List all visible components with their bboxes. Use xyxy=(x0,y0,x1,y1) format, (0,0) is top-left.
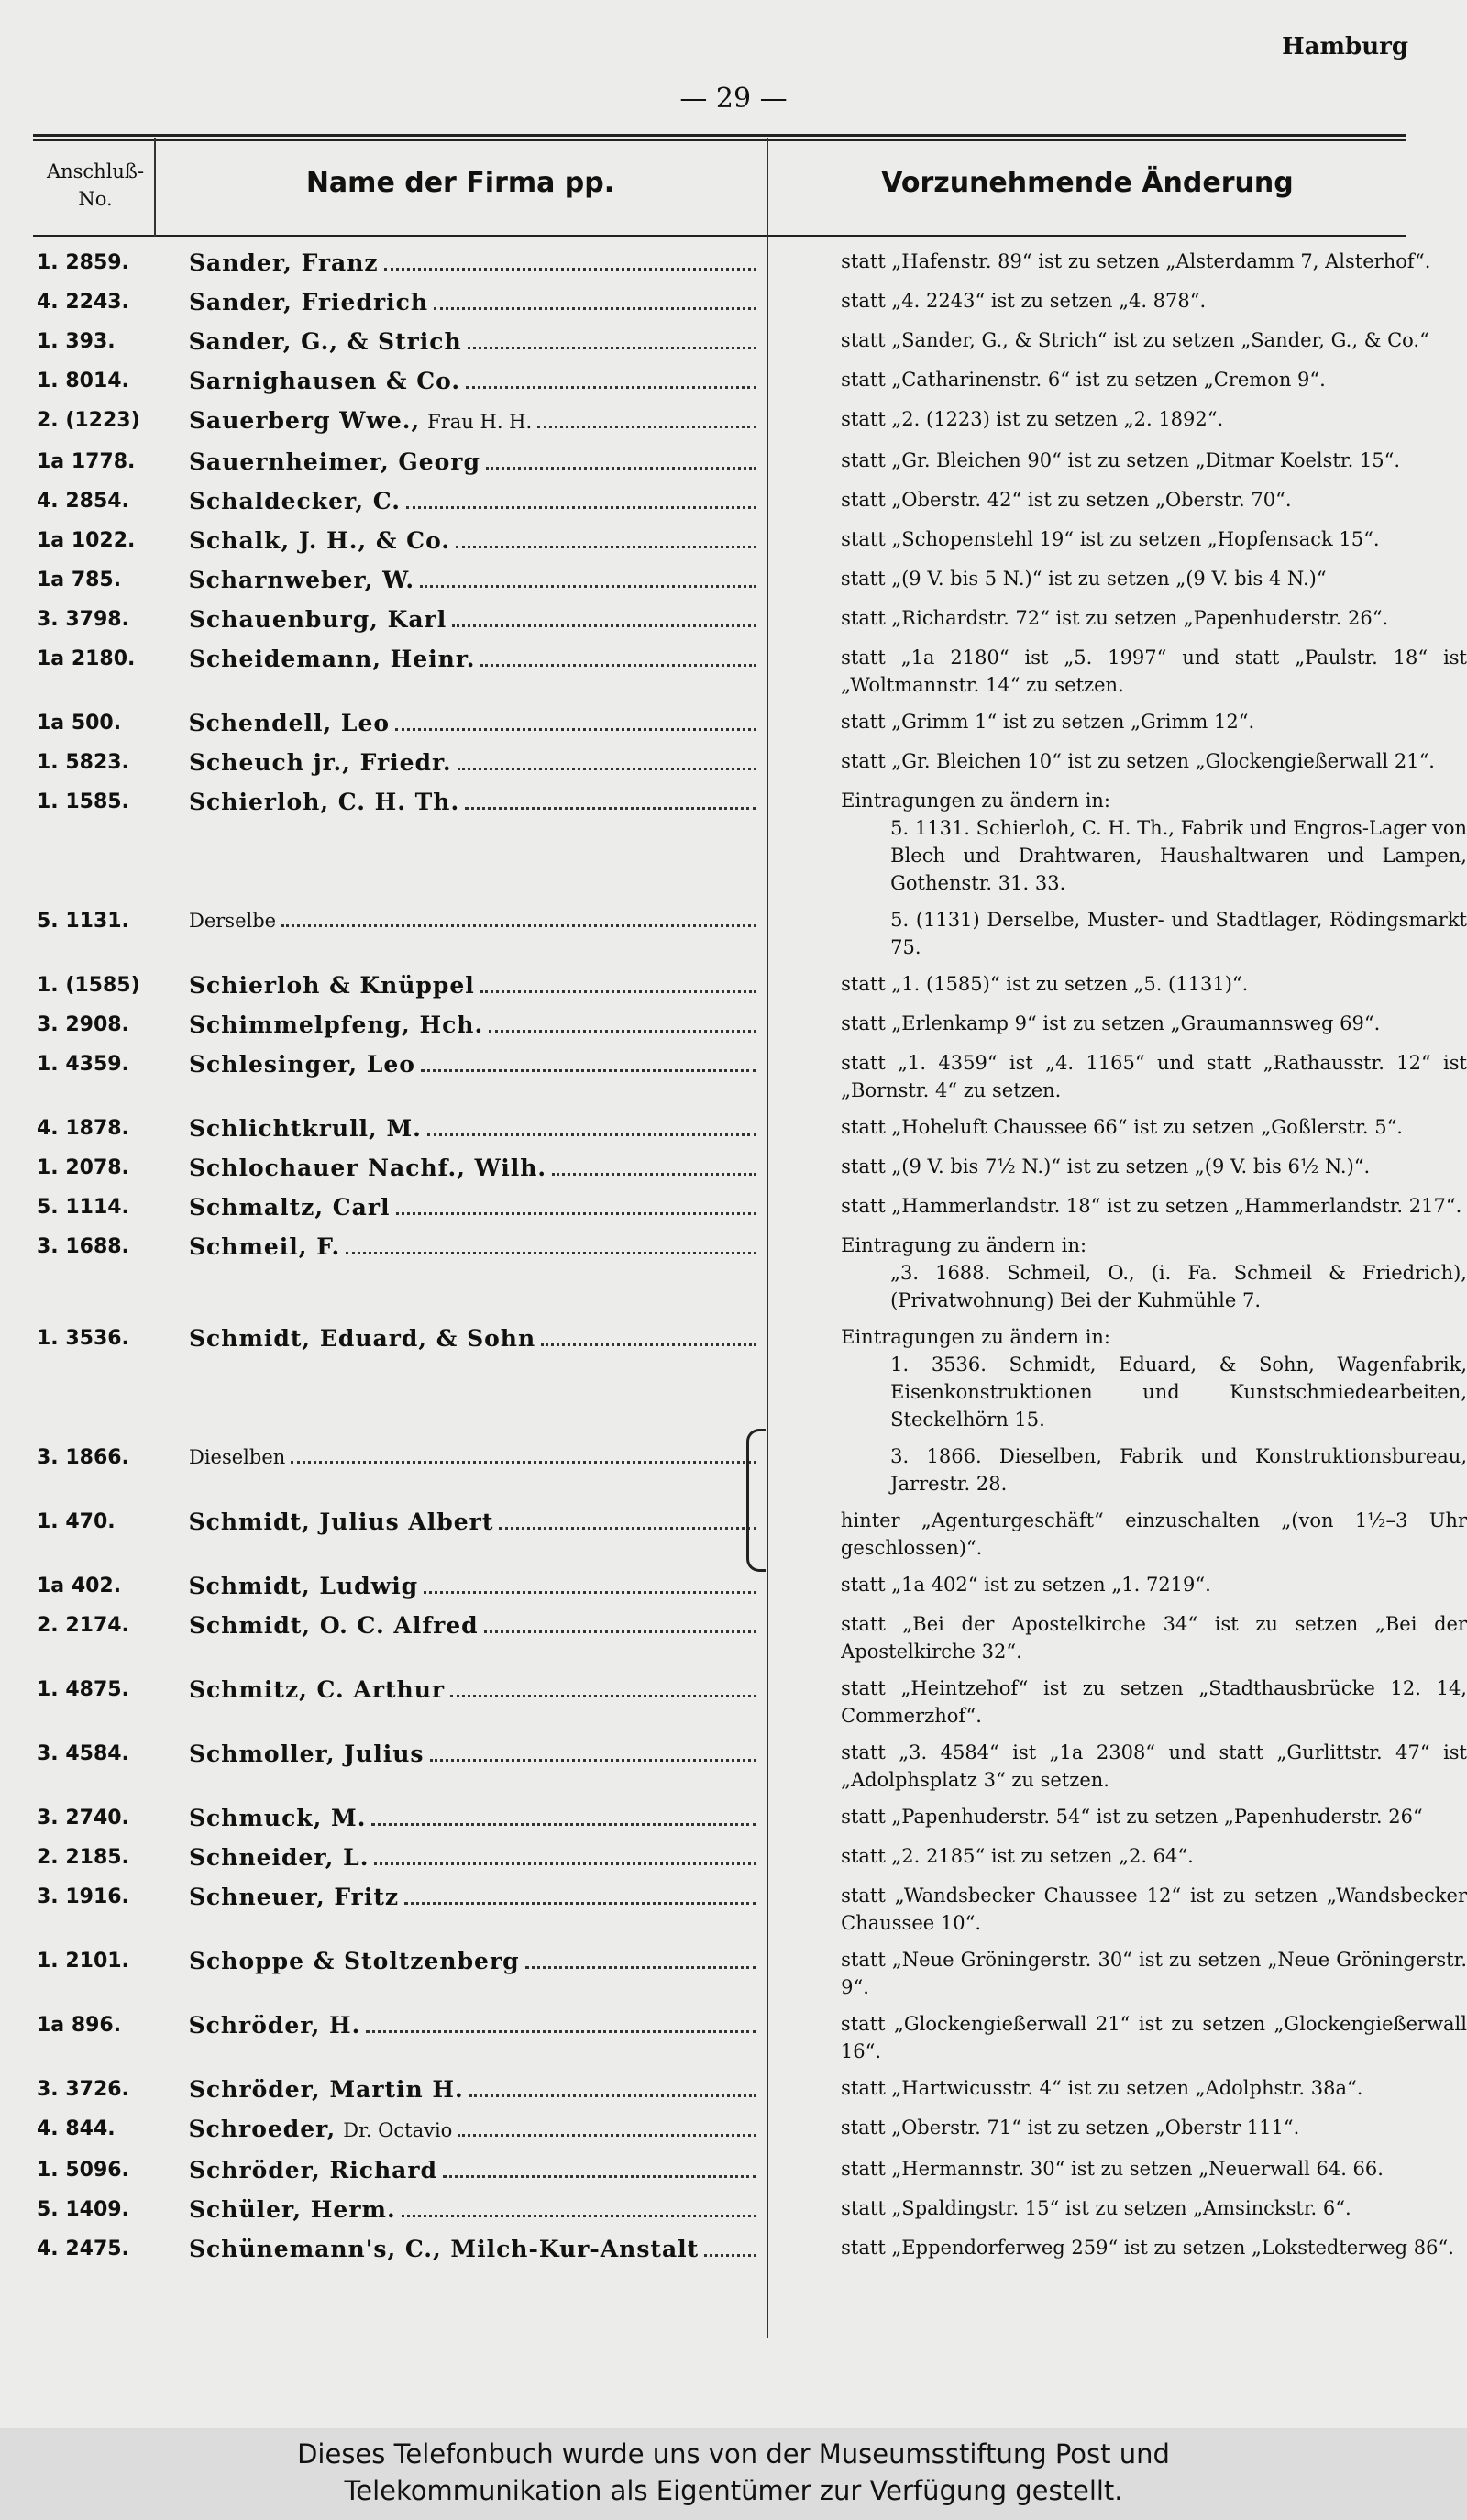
leader-dots xyxy=(402,2215,756,2217)
change-text: statt „1a 402“ ist zu setzen „1. 7219“. xyxy=(840,1574,1211,1596)
header-bottom-rule xyxy=(33,235,1406,237)
firm-name-cell xyxy=(189,486,760,516)
change-cell xyxy=(841,486,1467,514)
grouping-brace xyxy=(746,1429,766,1572)
firm-name-cell xyxy=(189,1010,760,1040)
table-row xyxy=(0,1192,1467,1222)
connection-number: 1a 896. xyxy=(37,2014,122,2037)
column-header-no-line2: No. xyxy=(78,188,113,210)
firm-name-cell xyxy=(189,1442,760,1473)
firm-name-cell xyxy=(189,2074,760,2105)
connection-number: 3. 2908. xyxy=(37,1013,129,1036)
connection-number: 1a 402. xyxy=(37,1575,122,1597)
change-cell xyxy=(841,1610,1467,1665)
change-text: statt „(9 V. bis 7½ N.)“ ist zu setzen „(9 V. bis 6½ N.)“. xyxy=(841,1155,1371,1177)
change-cell xyxy=(841,604,1467,632)
firm-name-cell xyxy=(189,2114,760,2146)
table-row xyxy=(0,2155,1467,2185)
firm-name: Sauerberg Wwe., xyxy=(189,407,421,434)
leader-dots xyxy=(281,924,756,927)
connection-number: 4. 2854. xyxy=(37,490,129,513)
leader-dots xyxy=(430,1759,757,1762)
change-text: hinter „Agenturgeschäft“ einzuschalten „(von 1½–3 Uhr geschlossen)“. xyxy=(840,1509,1467,1559)
change-text: 5. 1131. Schierloh, C. H. Th., Fabrik und Engros-Lager von Blech und Drahtwaren, Haushaltwaren und Lampen, Gothenstr. 31. 33. xyxy=(890,817,1467,894)
change-text: statt „Schopenstehl 19“ ist zu setzen „Hopfensack 15“. xyxy=(841,528,1380,550)
firm-name: Schmeil, F. xyxy=(189,1233,341,1260)
firm-name-cell xyxy=(189,1946,760,1976)
change-text: statt „Hafenstr. 89“ ist zu setzen „Alsterdamm 7, Alsterhof“. xyxy=(841,250,1431,272)
table-row xyxy=(0,1507,1467,1562)
column-header-no xyxy=(37,158,154,213)
change-cell xyxy=(841,2114,1467,2141)
firm-name: Sauernheimer, Georg xyxy=(189,448,480,475)
column-header-name: Name der Firma pp. xyxy=(305,167,615,199)
firm-name-cell xyxy=(189,2234,760,2264)
table-row xyxy=(0,565,1467,595)
firm-name: Sarnighausen & Co. xyxy=(189,368,461,394)
firm-name-cell xyxy=(189,405,760,437)
leader-dots xyxy=(406,506,756,509)
change-text: statt „1. 4359“ ist „4. 1165“ und statt „Rathausstr. 12“ ist „Bornstr. 4“ zu setzen. xyxy=(841,1052,1467,1101)
connection-number: 1. 4875. xyxy=(37,1678,129,1701)
firm-name-cell xyxy=(189,366,760,396)
table-row xyxy=(0,906,1467,961)
table-row xyxy=(0,1323,1467,1433)
firm-name: Sander, Friedrich xyxy=(189,289,429,315)
table-row xyxy=(0,1739,1467,1794)
table-row xyxy=(0,447,1467,477)
change-text: statt „Oberstr. 71“ ist zu setzen „Oberstr 111“. xyxy=(840,2117,1300,2139)
leader-dots xyxy=(456,546,756,548)
change-cell xyxy=(841,1946,1467,2001)
connection-number: 3. 4584. xyxy=(37,1742,129,1765)
connection-number: 4. 1878. xyxy=(37,1117,129,1140)
firm-name: Schröder, Martin H. xyxy=(189,2076,464,2103)
table-row xyxy=(0,747,1467,778)
table-row xyxy=(0,1232,1467,1314)
change-text: statt „Bei der Apostelkirche 34“ ist zu setzen „Bei der Apostelkirche 32“. xyxy=(841,1613,1467,1663)
change-text: statt „Hermannstr. 30“ ist zu setzen „Neuerwall 64. 66. xyxy=(841,2158,1384,2180)
firm-name: Schüler, Herm. xyxy=(189,2196,396,2223)
leader-dots xyxy=(404,1902,756,1905)
leader-dots xyxy=(480,664,756,667)
table-row xyxy=(0,1946,1467,2001)
change-text: statt „Eppendorferweg 259“ ist zu setzen „Lokstedterweg 86“. xyxy=(841,2237,1454,2259)
connection-number: 4. 2475. xyxy=(37,2238,129,2260)
leader-dots xyxy=(434,307,756,310)
firm-name: Schünemann's, C., Milch-Kur-Anstalt xyxy=(189,2236,700,2262)
table-row xyxy=(0,1610,1467,1665)
table-row xyxy=(0,1571,1467,1601)
leader-dots xyxy=(458,768,757,770)
firm-name-cell xyxy=(189,747,760,778)
change-cell xyxy=(841,1049,1467,1104)
change-cell xyxy=(841,1010,1467,1037)
change-cell xyxy=(841,1842,1467,1870)
change-text: statt „Heintzehof“ ist zu setzen „Stadthausbrücke 12. 14, Commerzhof“. xyxy=(841,1677,1467,1727)
table-row xyxy=(0,604,1467,635)
change-cell xyxy=(841,970,1467,998)
connection-number: 3. 1866. xyxy=(37,1446,129,1469)
change-cell xyxy=(841,1882,1467,1937)
connection-number: 1. 5096. xyxy=(37,2159,129,2182)
change-cell xyxy=(841,1442,1467,1498)
leader-dots xyxy=(468,347,756,349)
firm-name: Dieselben xyxy=(189,1446,286,1468)
firm-name-cell xyxy=(189,2010,760,2040)
firm-name-cell xyxy=(189,1610,760,1641)
connection-number: 5. 1114. xyxy=(37,1196,129,1219)
firm-name-cell xyxy=(189,326,760,357)
connection-number: 2. 2185. xyxy=(37,1846,129,1869)
firm-name-cell xyxy=(189,644,760,674)
firm-name: Schaldecker, C. xyxy=(189,488,401,514)
connection-number: 1a 785. xyxy=(37,569,122,591)
change-text: statt „2. 2185“ ist zu setzen „2. 64“. xyxy=(841,1845,1194,1867)
change-text: statt „2. (1223) ist zu setzen „2. 1892“. xyxy=(841,408,1224,430)
change-cell xyxy=(841,366,1467,393)
leader-dots xyxy=(291,1461,756,1464)
table-row xyxy=(0,2194,1467,2225)
leader-dots xyxy=(366,2030,756,2033)
table-row xyxy=(0,248,1467,278)
connection-number: 1. 470. xyxy=(37,1510,116,1533)
connection-number: 4. 2243. xyxy=(37,291,129,314)
table-row xyxy=(0,1842,1467,1873)
leader-dots xyxy=(427,1133,756,1136)
connection-number: 1. 5823. xyxy=(37,751,129,774)
firm-name: Derselbe xyxy=(189,910,277,932)
table-row xyxy=(0,1674,1467,1730)
change-text: 1. 3536. Schmidt, Eduard, & Sohn, Wagenfabrik, Eisenkonstruktionen und Kunstschmiedearbeiten, Steckelhörn 15. xyxy=(890,1354,1467,1431)
firm-name: Scheidemann, Heinr. xyxy=(189,646,476,672)
change-cell xyxy=(841,787,1467,897)
firm-name-suffix: Frau H. H. xyxy=(427,411,533,433)
leader-dots xyxy=(489,1030,756,1033)
firm-name: Schroeder, xyxy=(188,2116,336,2142)
connection-number: 1a 1022. xyxy=(37,529,136,552)
firm-name: Schalk, J. H., & Co. xyxy=(189,527,451,554)
firm-name-cell xyxy=(189,2155,760,2185)
firm-name-cell xyxy=(189,1507,760,1537)
firm-name-cell xyxy=(189,604,760,635)
firm-name: Schoppe & Stoltzenberg xyxy=(189,1948,520,1974)
firm-name: Schmidt, O. C. Alfred xyxy=(189,1612,479,1639)
change-text: statt „Sander, G., & Strich“ ist zu setzen „Sander, G., & Co.“ xyxy=(840,329,1429,351)
leader-dots xyxy=(484,1630,757,1633)
leader-dots xyxy=(421,1069,756,1072)
firm-name: Schröder, Richard xyxy=(189,2157,437,2183)
connection-number: 1a 1778. xyxy=(37,450,136,473)
change-text: statt „Hoheluft Chaussee 66“ ist zu setzen „Goßlerstr. 5“. xyxy=(841,1116,1403,1138)
change-text: statt „Erlenkamp 9“ ist zu setzen „Graumannsweg 69“. xyxy=(841,1012,1381,1034)
change-cell xyxy=(841,1192,1467,1220)
table-row xyxy=(0,2010,1467,2065)
change-cell xyxy=(841,565,1467,592)
change-cell xyxy=(841,287,1467,315)
leader-dots xyxy=(452,624,756,627)
leader-dots xyxy=(374,1862,756,1865)
column-header-change: Vorzunehmende Änderung xyxy=(881,167,1294,199)
connection-number: 1. 4359. xyxy=(37,1053,129,1076)
leader-dots xyxy=(704,2254,756,2257)
leader-dots xyxy=(420,585,756,588)
table-row xyxy=(0,1153,1467,1183)
firm-name: Scheuch jr., Friedr. xyxy=(189,749,452,776)
table-row xyxy=(0,644,1467,699)
change-text: statt „Hammerlandstr. 18“ ist zu setzen „Hammerlandstr. 217“. xyxy=(841,1195,1462,1217)
change-text: statt „Oberstr. 42“ ist zu setzen „Oberstr. 70“. xyxy=(841,489,1292,511)
change-cell xyxy=(841,2234,1467,2261)
firm-name-cell xyxy=(189,565,760,595)
change-text: 5. (1131) Derselbe, Muster- und Stadtlager, Rödingsmarkt 75. xyxy=(890,909,1467,958)
firm-name: Schlochauer Nachf., Wilh. xyxy=(189,1155,547,1181)
connection-number: 5. 1409. xyxy=(37,2198,129,2221)
connection-number: 3. 1916. xyxy=(37,1885,129,1908)
change-cell xyxy=(841,405,1467,433)
table-row xyxy=(0,1010,1467,1040)
connection-number: 1. 8014. xyxy=(37,370,129,392)
connection-number: 2. 2174. xyxy=(37,1614,129,1637)
change-cell xyxy=(841,1507,1467,1562)
table-row xyxy=(0,1882,1467,1937)
firm-name: Schierloh, C. H. Th. xyxy=(189,789,460,815)
firm-name-suffix: Dr. Octavio xyxy=(343,2119,453,2141)
table-row xyxy=(0,2114,1467,2146)
connection-number: 1. 1585. xyxy=(37,790,129,813)
leader-dots xyxy=(525,1966,757,1969)
entry-list xyxy=(0,248,1467,2273)
table-row xyxy=(0,366,1467,396)
change-text: statt „Catharinenstr. 6“ ist zu setzen „Cremon 9“. xyxy=(841,369,1326,391)
firm-name-cell xyxy=(189,1739,760,1769)
firm-name: Schneuer, Fritz xyxy=(189,1884,400,1910)
firm-name-cell xyxy=(189,287,760,317)
firm-name-cell xyxy=(189,1113,760,1144)
footer-line-2: Telekommunikation als Eigentümer zur Verfügung gestellt. xyxy=(344,2475,1123,2506)
change-cell xyxy=(841,1323,1467,1433)
change-text: „3. 1688. Schmeil, O., (i. Fa. Schmeil & Friedrich), (Privatwohnung) Bei der Kuhmühle 7. xyxy=(890,1262,1467,1311)
change-cell xyxy=(841,1153,1467,1180)
change-text: statt „Neue Gröningerstr. 30“ ist zu setzen „Neue Gröningerstr. 9“. xyxy=(841,1949,1467,1998)
firm-name-cell xyxy=(189,1674,760,1705)
firm-name-cell xyxy=(189,1192,760,1222)
firm-name: Schlichtkrull, M. xyxy=(189,1115,422,1142)
table-row xyxy=(0,970,1467,1000)
connection-number: 1. 393. xyxy=(37,330,116,353)
table-row xyxy=(0,2234,1467,2264)
table-row xyxy=(0,525,1467,556)
change-cell xyxy=(841,1571,1467,1598)
leader-dots xyxy=(537,426,756,428)
leader-dots xyxy=(499,1527,756,1530)
connection-number: 3. 3726. xyxy=(37,2078,129,2101)
firm-name-cell xyxy=(189,447,760,477)
leader-dots xyxy=(371,1823,756,1826)
leader-dots xyxy=(552,1173,756,1176)
firm-name-cell xyxy=(189,1049,760,1079)
firm-name: Schmitz, C. Arthur xyxy=(189,1676,446,1703)
change-text: Eintragung zu ändern in: xyxy=(841,1234,1087,1256)
firm-name-cell xyxy=(189,248,760,278)
firm-name: Schimmelpfeng, Hch. xyxy=(189,1011,484,1038)
change-cell xyxy=(841,2194,1467,2222)
connection-number: 3. 3798. xyxy=(37,608,129,631)
firm-name-cell xyxy=(189,1153,760,1183)
change-cell xyxy=(841,1739,1467,1794)
leader-dots xyxy=(424,1591,756,1594)
change-cell xyxy=(841,906,1467,961)
change-text: statt „Gr. Bleichen 10“ ist zu setzen „Glockengießerwall 21“. xyxy=(841,750,1435,772)
change-cell xyxy=(841,708,1467,735)
change-cell xyxy=(841,525,1467,553)
leader-dots xyxy=(480,990,756,993)
leader-dots xyxy=(486,467,756,470)
firm-name: Scharnweber, W. xyxy=(188,567,415,593)
change-text: statt „Papenhuderstr. 54“ ist zu setzen „Papenhuderstr. 26“ xyxy=(841,1806,1423,1828)
leader-dots xyxy=(466,386,756,389)
firm-name-cell xyxy=(189,1842,760,1873)
connection-number: 1a 2180. xyxy=(37,647,136,670)
leader-dots xyxy=(384,268,757,271)
firm-name-cell xyxy=(189,906,760,936)
connection-number: 1. 3536. xyxy=(37,1327,129,1350)
change-cell xyxy=(841,326,1467,354)
leader-dots xyxy=(465,807,756,810)
firm-name-cell xyxy=(189,970,760,1000)
change-cell xyxy=(841,447,1467,474)
table-row xyxy=(0,708,1467,738)
table-row xyxy=(0,326,1467,357)
table-row xyxy=(0,1442,1467,1498)
city-heading: Hamburg xyxy=(1282,33,1408,61)
firm-name: Sander, G., & Strich xyxy=(188,328,462,355)
change-text: 3. 1866. Dieselben, Fabrik und Konstruktionsbureau, Jarrestr. 28. xyxy=(890,1445,1467,1495)
connection-number: 2. (1223) xyxy=(37,409,140,432)
table-row xyxy=(0,405,1467,437)
leader-dots xyxy=(458,2134,756,2137)
table-row xyxy=(0,1049,1467,1104)
leader-dots xyxy=(469,2094,756,2097)
firm-name: Sander, Franz xyxy=(189,249,379,276)
firm-name: Schröder, H. xyxy=(188,2012,361,2039)
leader-dots xyxy=(395,728,756,731)
leader-dots xyxy=(346,1252,756,1254)
firm-name: Schmuck, M. xyxy=(189,1805,367,1831)
connection-number: 1. 2078. xyxy=(37,1156,129,1179)
table-row xyxy=(0,486,1467,516)
firm-name-cell xyxy=(189,1323,760,1354)
firm-name: Schmaltz, Carl xyxy=(189,1194,391,1221)
change-text: statt „Glockengießerwall 21“ ist zu setzen „Glockengießerwall 16“. xyxy=(840,2013,1467,2062)
firm-name-cell xyxy=(189,525,760,556)
firm-name: Schendell, Leo xyxy=(188,710,391,736)
change-text: statt „3. 4584“ ist „1a 2308“ und statt „Gurlittstr. 47“ ist „Adolphsplatz 3“ zu setzen. xyxy=(841,1741,1467,1791)
table-top-rule xyxy=(33,134,1406,137)
change-cell xyxy=(841,747,1467,775)
change-text: statt „Spaldingstr. 15“ ist zu setzen „Amsinckstr. 6“. xyxy=(841,2197,1351,2219)
firm-name: Schmidt, Ludwig xyxy=(188,1573,419,1599)
leader-dots xyxy=(541,1343,756,1346)
change-text: statt „Grimm 1“ ist zu setzen „Grimm 12“. xyxy=(840,711,1255,733)
firm-name: Schmidt, Eduard, & Sohn xyxy=(189,1325,536,1352)
page-number: — 29 — xyxy=(679,83,788,115)
column-header-no-line1: Anschluß- xyxy=(46,160,145,182)
firm-name: Schlesinger, Leo xyxy=(189,1051,415,1078)
table-row xyxy=(0,2074,1467,2105)
change-cell xyxy=(841,2074,1467,2102)
table-row xyxy=(0,287,1467,317)
change-text: statt „(9 V. bis 5 N.)“ ist zu setzen „(9 V. bis 4 N.)“ xyxy=(840,568,1327,590)
change-cell xyxy=(841,2155,1467,2183)
firm-name-cell xyxy=(189,1232,760,1262)
firm-name: Schmidt, Julius Albert xyxy=(188,1509,494,1535)
table-row xyxy=(0,787,1467,897)
change-text: statt „1. (1585)“ ist zu setzen „5. (1131)“. xyxy=(841,973,1249,995)
footer-note xyxy=(0,2428,1467,2520)
change-text: statt „Gr. Bleichen 90“ ist zu setzen „Ditmar Koelstr. 15“. xyxy=(841,449,1401,471)
footer-line-1: Dieses Telefonbuch wurde uns von der Museumsstiftung Post und xyxy=(297,2438,1170,2470)
firm-name-cell xyxy=(189,787,760,817)
change-text: statt „Hartwicusstr. 4“ ist zu setzen „Adolphstr. 38a“. xyxy=(841,2077,1363,2099)
change-text: statt „1a 2180“ ist „5. 1997“ und statt „Paulstr. 18“ ist „Woltmannstr. 14“ zu setzen. xyxy=(841,647,1467,696)
change-cell xyxy=(841,1803,1467,1830)
firm-name: Schneider, L. xyxy=(189,1844,370,1871)
firm-name-cell xyxy=(189,2194,760,2225)
change-cell xyxy=(841,2010,1467,2065)
connection-number: 3. 1688. xyxy=(37,1235,129,1258)
firm-name: Schauenburg, Karl xyxy=(189,606,447,633)
change-cell xyxy=(841,1232,1467,1314)
leader-dots xyxy=(396,1212,757,1215)
firm-name-cell xyxy=(189,1882,760,1912)
change-cell xyxy=(841,1113,1467,1141)
firm-name-cell xyxy=(189,708,760,738)
connection-number: 3. 2740. xyxy=(37,1807,129,1829)
change-text: statt „Richardstr. 72“ ist zu setzen „Papenhuderstr. 26“. xyxy=(841,607,1389,629)
leader-dots xyxy=(450,1695,756,1697)
connection-number: 1. 2101. xyxy=(37,1950,129,1973)
connection-number: 1. (1585) xyxy=(37,974,140,997)
leader-dots xyxy=(443,2175,756,2178)
firm-name: Schierloh & Knüppel xyxy=(189,972,475,999)
change-text: Eintragungen zu ändern in: xyxy=(841,790,1111,812)
change-text: statt „Wandsbecker Chaussee 12“ ist zu setzen „Wandsbecker Chaussee 10“. xyxy=(841,1884,1467,1934)
change-cell xyxy=(841,248,1467,275)
table-row xyxy=(0,1803,1467,1833)
change-text: statt „4. 2243“ ist zu setzen „4. 878“. xyxy=(841,290,1207,312)
table-row xyxy=(0,1113,1467,1144)
connection-number: 5. 1131. xyxy=(37,910,129,933)
change-cell xyxy=(841,644,1467,699)
change-text: Eintragungen zu ändern in: xyxy=(841,1326,1111,1348)
table-top-rule-2 xyxy=(33,139,1406,141)
firm-name: Schmoller, Julius xyxy=(189,1741,425,1767)
connection-number: 1. 2859. xyxy=(37,251,129,274)
firm-name-cell xyxy=(189,1571,760,1601)
connection-number: 4. 844. xyxy=(37,2117,116,2140)
connection-number: 1a 500. xyxy=(37,712,122,735)
change-cell xyxy=(841,1674,1467,1730)
firm-name-cell xyxy=(189,1803,760,1833)
